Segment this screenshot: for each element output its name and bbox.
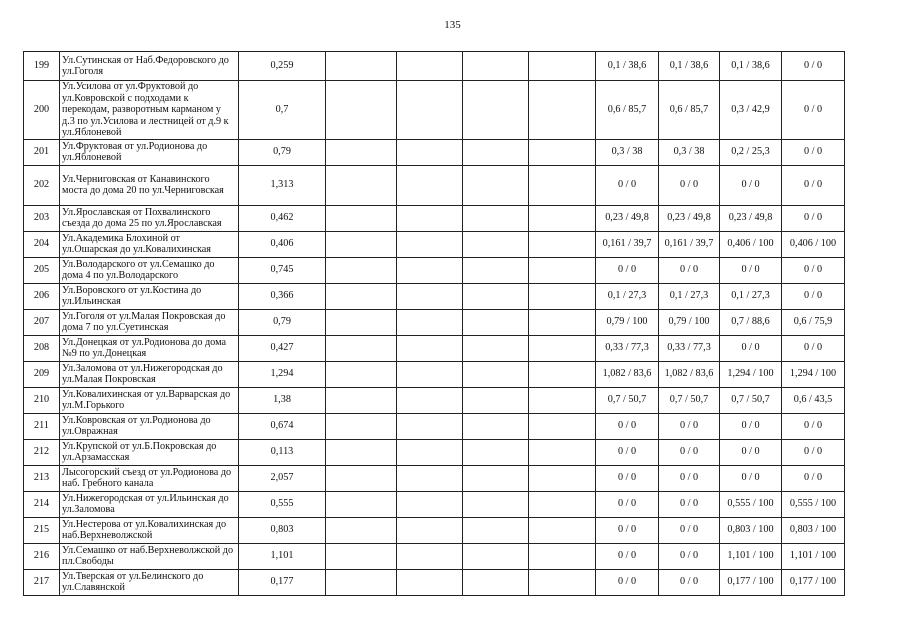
length-cell: 0,803 [239,517,326,543]
empty-cell [529,491,596,517]
row-number-cell: 208 [24,335,60,361]
value-cell-1: 0 / 0 [596,569,659,595]
value-cell-3: 0 / 0 [720,465,782,491]
empty-cell [463,569,529,595]
empty-cell [326,491,397,517]
empty-cell [397,309,463,335]
value-cell-1: 0,6 / 85,7 [596,81,659,140]
street-name-cell: Ул.Тверская от ул.Белинского до ул.Славянской [60,569,239,595]
row-number-cell: 210 [24,387,60,413]
empty-cell [529,165,596,205]
value-cell-1: 0,3 / 38 [596,139,659,165]
value-cell-3: 0,2 / 25,3 [720,139,782,165]
table-row [24,205,845,231]
length-cell: 0,674 [239,413,326,439]
value-cell-3: 0 / 0 [720,413,782,439]
empty-cell [397,465,463,491]
empty-cell [463,439,529,465]
value-cell-1: 0 / 0 [596,517,659,543]
value-cell-2: 1,082 / 83,6 [659,361,720,387]
empty-cell [463,257,529,283]
length-cell: 0,79 [239,309,326,335]
street-name-cell: Ул.Усилова от ул.Фруктовой до ул.Ковровской с подходами к перекодам, разворотным карманом у д.3 по ул.Усилова и лестницей от д.9 к ул.Яблоневой [60,81,239,140]
empty-cell [326,413,397,439]
value-cell-4: 0 / 0 [782,139,845,165]
value-cell-3: 0 / 0 [720,335,782,361]
value-cell-4: 0,555 / 100 [782,491,845,517]
empty-cell [529,335,596,361]
table-row [24,491,845,517]
value-cell-2: 0,79 / 100 [659,309,720,335]
value-cell-4: 0,6 / 43,5 [782,387,845,413]
empty-cell [326,465,397,491]
value-cell-4: 0 / 0 [782,413,845,439]
value-cell-1: 0 / 0 [596,491,659,517]
empty-cell [397,257,463,283]
length-cell: 0,113 [239,439,326,465]
value-cell-3: 0,803 / 100 [720,517,782,543]
row-number-cell: 207 [24,309,60,335]
empty-cell [397,52,463,81]
row-number-cell: 199 [24,52,60,81]
value-cell-2: 0 / 0 [659,491,720,517]
table-row [24,569,845,595]
empty-cell [326,165,397,205]
empty-cell [326,387,397,413]
empty-cell [463,81,529,140]
value-cell-1: 0 / 0 [596,465,659,491]
row-number-cell: 201 [24,139,60,165]
street-name-cell: Ул.Академика Блохиной от ул.Ошарская до ул.Ковалихинская [60,231,239,257]
table-row [24,231,845,257]
empty-cell [397,387,463,413]
empty-cell [397,569,463,595]
value-cell-2: 0 / 0 [659,569,720,595]
empty-cell [397,165,463,205]
table-row [24,283,845,309]
value-cell-3: 0,3 / 42,9 [720,81,782,140]
street-name-cell: Ул.Семашко от наб.Верхневолжской до пл.Свободы [60,543,239,569]
empty-cell [463,517,529,543]
length-cell: 0,427 [239,335,326,361]
empty-cell [326,335,397,361]
row-number-cell: 216 [24,543,60,569]
empty-cell [529,569,596,595]
empty-cell [463,413,529,439]
row-number-cell: 212 [24,439,60,465]
table-row [24,81,845,140]
table-row [24,139,845,165]
value-cell-2: 0,7 / 50,7 [659,387,720,413]
table-row [24,413,845,439]
value-cell-3: 1,101 / 100 [720,543,782,569]
value-cell-4: 0 / 0 [782,335,845,361]
empty-cell [529,517,596,543]
empty-cell [529,283,596,309]
value-cell-3: 0,1 / 27,3 [720,283,782,309]
table-row [24,335,845,361]
empty-cell [397,543,463,569]
length-cell: 1,38 [239,387,326,413]
value-cell-4: 0,177 / 100 [782,569,845,595]
value-cell-2: 0 / 0 [659,165,720,205]
street-name-cell: Ул.Донецкая от ул.Родионова до дома №9 по ул.Донецкая [60,335,239,361]
empty-cell [326,205,397,231]
value-cell-1: 1,082 / 83,6 [596,361,659,387]
street-name-cell: Ул.Нижегородская от ул.Ильинская до ул.Заломова [60,491,239,517]
value-cell-1: 0 / 0 [596,543,659,569]
empty-cell [463,139,529,165]
value-cell-2: 0,161 / 39,7 [659,231,720,257]
empty-cell [529,309,596,335]
value-cell-2: 0,1 / 38,6 [659,52,720,81]
street-name-cell: Ул.Ковровская от ул.Родионова до ул.Овражная [60,413,239,439]
table-row [24,517,845,543]
table-row [24,165,845,205]
value-cell-3: 0,7 / 88,6 [720,309,782,335]
empty-cell [463,465,529,491]
street-name-cell: Ул.Ярославская от Похвалинского съезда до дома 25 по ул.Ярославская [60,205,239,231]
street-name-cell: Ул.Сутинская от Наб.Федоровского до ул.Гоголя [60,52,239,81]
value-cell-4: 0 / 0 [782,81,845,140]
value-cell-1: 0,23 / 49,8 [596,205,659,231]
empty-cell [326,309,397,335]
value-cell-2: 0,3 / 38 [659,139,720,165]
value-cell-2: 0,1 / 27,3 [659,283,720,309]
row-number-cell: 209 [24,361,60,387]
value-cell-2: 0 / 0 [659,257,720,283]
table-row [24,439,845,465]
empty-cell [326,543,397,569]
empty-cell [529,413,596,439]
empty-cell [326,569,397,595]
empty-cell [326,283,397,309]
value-cell-1: 0,1 / 38,6 [596,52,659,81]
empty-cell [529,465,596,491]
row-number-cell: 205 [24,257,60,283]
value-cell-3: 0,1 / 38,6 [720,52,782,81]
row-number-cell: 206 [24,283,60,309]
street-name-cell: Ул.Володарского от ул.Семашко до дома 4 по ул.Володарского [60,257,239,283]
value-cell-4: 0 / 0 [782,283,845,309]
length-cell: 0,177 [239,569,326,595]
empty-cell [463,309,529,335]
value-cell-2: 0 / 0 [659,413,720,439]
table-row [24,361,845,387]
value-cell-2: 0 / 0 [659,517,720,543]
value-cell-1: 0,1 / 27,3 [596,283,659,309]
table-row [24,543,845,569]
value-cell-2: 0 / 0 [659,543,720,569]
street-name-cell: Ул.Черниговская от Канавинского моста до дома 20 по ул.Черниговская [60,165,239,205]
row-number-cell: 203 [24,205,60,231]
empty-cell [397,439,463,465]
value-cell-4: 0,406 / 100 [782,231,845,257]
table-row [24,309,845,335]
value-cell-2: 0,33 / 77,3 [659,335,720,361]
value-cell-3: 0,555 / 100 [720,491,782,517]
empty-cell [326,139,397,165]
empty-cell [529,543,596,569]
empty-cell [463,543,529,569]
empty-cell [397,517,463,543]
empty-cell [326,52,397,81]
empty-cell [463,231,529,257]
row-number-cell: 217 [24,569,60,595]
empty-cell [463,335,529,361]
value-cell-1: 0 / 0 [596,413,659,439]
empty-cell [529,361,596,387]
street-name-cell: Ул.Нестерова от ул.Ковалихинская до наб.Верхневолжской [60,517,239,543]
length-cell: 0,406 [239,231,326,257]
length-cell: 0,366 [239,283,326,309]
length-cell: 0,7 [239,81,326,140]
value-cell-1: 0,33 / 77,3 [596,335,659,361]
empty-cell [529,139,596,165]
length-cell: 0,745 [239,257,326,283]
row-number-cell: 202 [24,165,60,205]
empty-cell [463,205,529,231]
value-cell-4: 1,101 / 100 [782,543,845,569]
value-cell-4: 0 / 0 [782,165,845,205]
value-cell-4: 0 / 0 [782,52,845,81]
value-cell-4: 0,6 / 75,9 [782,309,845,335]
street-name-cell: Ул.Воровского от ул.Костина до ул.Ильинская [60,283,239,309]
value-cell-2: 0,6 / 85,7 [659,81,720,140]
value-cell-1: 0,79 / 100 [596,309,659,335]
value-cell-4: 0 / 0 [782,465,845,491]
empty-cell [326,231,397,257]
empty-cell [529,81,596,140]
empty-cell [326,517,397,543]
value-cell-3: 0,7 / 50,7 [720,387,782,413]
empty-cell [326,361,397,387]
empty-cell [397,413,463,439]
row-number-cell: 211 [24,413,60,439]
value-cell-3: 1,294 / 100 [720,361,782,387]
value-cell-3: 0,406 / 100 [720,231,782,257]
empty-cell [463,361,529,387]
value-cell-2: 0 / 0 [659,465,720,491]
street-name-cell: Ул.Заломова от ул.Нижегородская до ул.Малая Покровская [60,361,239,387]
value-cell-1: 0 / 0 [596,257,659,283]
table-body [24,52,845,596]
length-cell: 1,101 [239,543,326,569]
empty-cell [397,139,463,165]
value-cell-2: 0 / 0 [659,439,720,465]
value-cell-4: 1,294 / 100 [782,361,845,387]
page-number: 135 [444,19,461,31]
street-name-cell: Лысогорский съезд от ул.Родионова до наб. Гребного канала [60,465,239,491]
empty-cell [397,81,463,140]
row-number-cell: 214 [24,491,60,517]
empty-cell [326,439,397,465]
value-cell-1: 0 / 0 [596,439,659,465]
value-cell-4: 0 / 0 [782,257,845,283]
empty-cell [326,81,397,140]
length-cell: 0,79 [239,139,326,165]
table-row [24,52,845,81]
empty-cell [463,387,529,413]
empty-cell [397,231,463,257]
empty-cell [397,361,463,387]
row-number-cell: 200 [24,81,60,140]
value-cell-1: 0 / 0 [596,165,659,205]
street-name-cell: Ул.Фруктовая от ул.Родионова до ул.Яблоневой [60,139,239,165]
empty-cell [529,231,596,257]
table-row [24,257,845,283]
length-cell: 0,259 [239,52,326,81]
length-cell: 2,057 [239,465,326,491]
empty-cell [463,165,529,205]
empty-cell [529,205,596,231]
value-cell-1: 0,161 / 39,7 [596,231,659,257]
roads-table [23,51,845,596]
empty-cell [397,335,463,361]
value-cell-4: 0 / 0 [782,439,845,465]
length-cell: 0,462 [239,205,326,231]
empty-cell [397,491,463,517]
empty-cell [463,283,529,309]
street-name-cell: Ул.Гоголя от ул.Малая Покровская до дома 7 по ул.Суетинская [60,309,239,335]
value-cell-2: 0,23 / 49,8 [659,205,720,231]
length-cell: 0,555 [239,491,326,517]
empty-cell [463,52,529,81]
value-cell-4: 0,803 / 100 [782,517,845,543]
empty-cell [529,257,596,283]
row-number-cell: 204 [24,231,60,257]
length-cell: 1,294 [239,361,326,387]
empty-cell [397,283,463,309]
street-name-cell: Ул.Ковалихинская от ул.Варварская до ул.М.Горького [60,387,239,413]
row-number-cell: 213 [24,465,60,491]
street-name-cell: Ул.Крупской от ул.Б.Покровская до ул.Арзамасская [60,439,239,465]
empty-cell [529,439,596,465]
table-row [24,387,845,413]
length-cell: 1,313 [239,165,326,205]
value-cell-1: 0,7 / 50,7 [596,387,659,413]
empty-cell [529,52,596,81]
row-number-cell: 215 [24,517,60,543]
value-cell-3: 0,23 / 49,8 [720,205,782,231]
table-row [24,465,845,491]
value-cell-3: 0,177 / 100 [720,569,782,595]
value-cell-3: 0 / 0 [720,439,782,465]
empty-cell [326,257,397,283]
empty-cell [529,387,596,413]
value-cell-4: 0 / 0 [782,205,845,231]
empty-cell [397,205,463,231]
value-cell-3: 0 / 0 [720,257,782,283]
value-cell-3: 0 / 0 [720,165,782,205]
empty-cell [463,491,529,517]
